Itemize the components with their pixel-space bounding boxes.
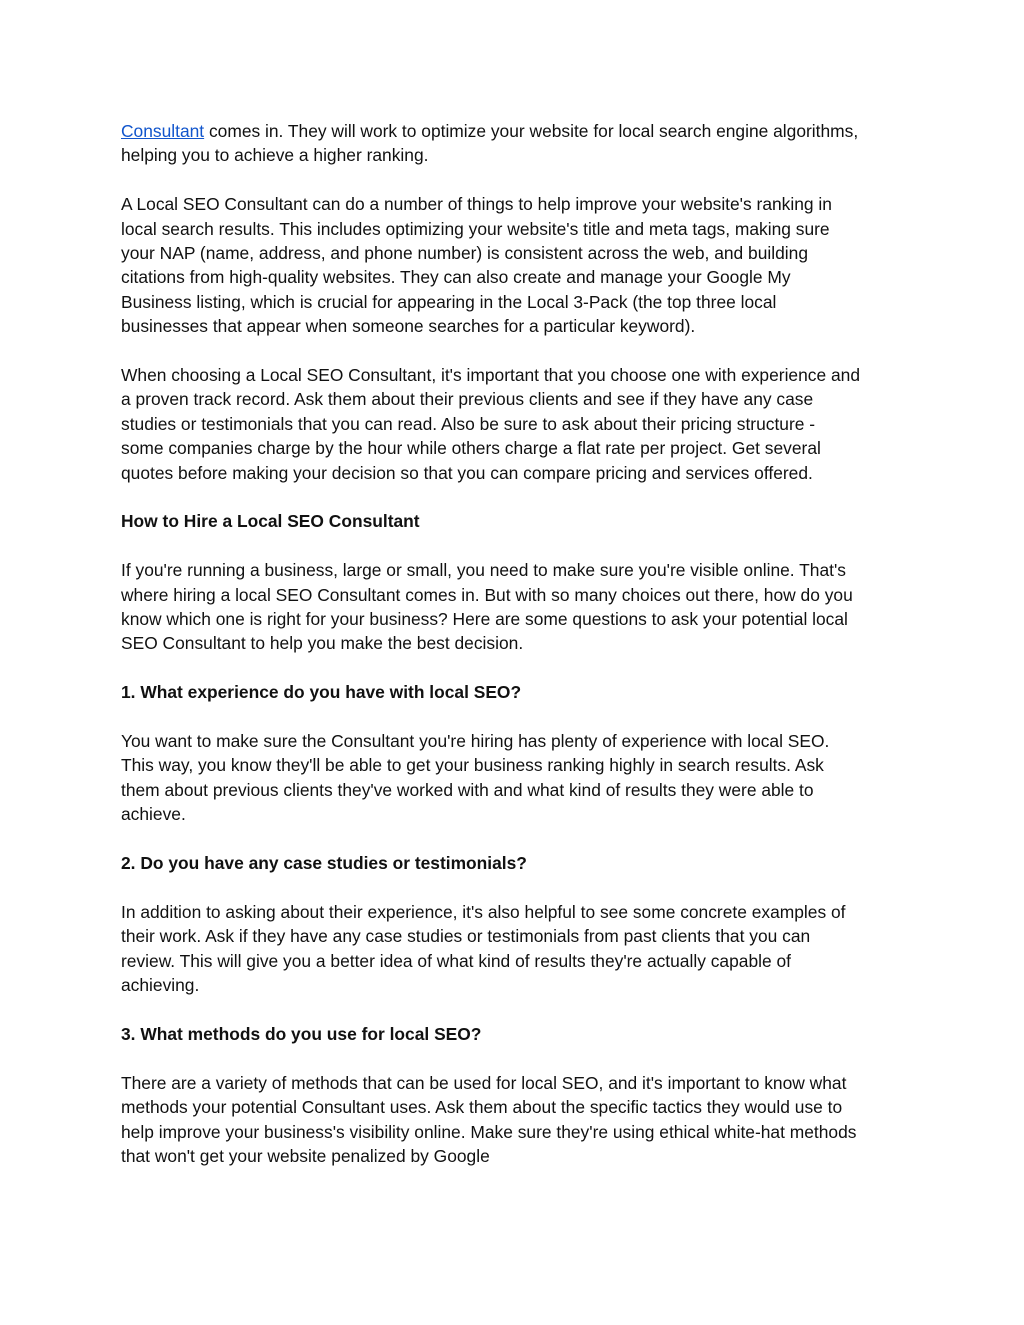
question-1-body: You want to make sure the Consultant you're hiring has plenty of experience with local SEO. This way, you know they'll be able to get your business ranking highly in search results. Ask them about previous clients they've worked with and what kind of results they were able to achieve. xyxy=(121,731,830,825)
document-page xyxy=(121,119,911,1193)
intro-paragraph xyxy=(121,119,911,168)
paragraph-hire-intro: If you're running a business, large or small, you need to make sure you're visible online. That's where hiring a local SEO Consultant comes in. But with so many choices out there, how do you know which one is right for your business? Here are some questions to ask your potential local SEO Consultant to help you make the best decision. xyxy=(121,560,853,654)
paragraph-choosing-consultant: When choosing a Local SEO Consultant, it's important that you choose one with experience and a proven track record. Ask them about their previous clients and see if they have any case studies or testimonials that you can read. Also be sure to ask about their pricing structure - some companies charge by the hour while others charge a flat rate per project. Get several quotes before making your decision so that you can compare pricing and services offered. xyxy=(121,365,860,483)
question-1-heading: 1. What experience do you have with local SEO? xyxy=(121,682,522,703)
question-3-heading: 3. What methods do you use for local SEO? xyxy=(121,1023,482,1044)
consultant-link[interactable]: Consultant xyxy=(121,121,205,141)
question-2-heading: 2. Do you have any case studies or testimonials? xyxy=(121,853,527,874)
question-2-body: In addition to asking about their experience, it's also helpful to see some concrete examples of their work. Ask if they have any case studies or testimonials from past clients that you can review. This will give you a better idea of what kind of results they're actually capable of achieving. xyxy=(121,901,846,996)
paragraph-local-seo-services: A Local SEO Consultant can do a number of things to help improve your website's ranking in local search results. This includes optimizing your website's title and meta tags, making sure your NAP (name, address, and phone number) is consistent across the web, and building citations from high-quality websites. They can also create and manage your Google My Business listing, which is crucial for appearing in the Local 3-Pack (the top three local businesses that appear when someone searches for a particular keyword). xyxy=(121,194,832,337)
intro-text: comes in. They will work to optimize your website for local search engine algorithms, helping you to achieve a higher ranking. xyxy=(121,121,859,166)
heading-how-to-hire: How to Hire a Local SEO Consultant xyxy=(121,511,420,532)
question-3-body: There are a variety of methods that can be used for local SEO, and it's important to know what methods your potential Consultant uses. Ask them about the specific tactics they would use to help improve your business's visibility online. Make sure they're using ethical white-hat methods that won't get your website penalized by Google xyxy=(121,1072,857,1166)
